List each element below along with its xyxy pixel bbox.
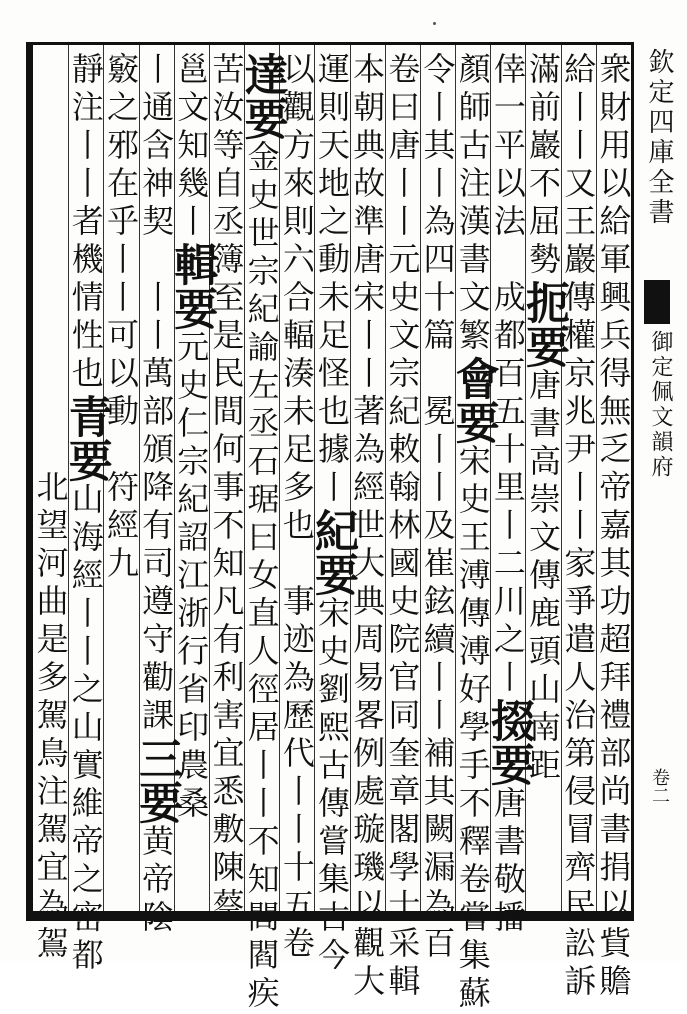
column-text: 符經九 — [101, 470, 140, 584]
column-text: 丨通含神契 — [137, 52, 176, 242]
text-column — [482, 52, 534, 938]
text-column — [307, 52, 358, 976]
book-title: 欽定四庫全書 — [644, 48, 674, 228]
column-text: 滿前巖不屈勢 — [524, 52, 563, 280]
column-text: 衆財用以給軍興兵得無乏帝嘉其功超拜禮部尚書捐以貲贍 — [594, 52, 633, 1002]
column-text: 黄帝陰 — [137, 824, 176, 938]
text-column — [559, 52, 598, 1002]
column-gap — [137, 242, 175, 280]
headword: 會要 — [447, 356, 499, 444]
column-text: 丨丨萬部頒降有司遵守勸課 — [137, 280, 176, 736]
column-text: 冕丨丨及崔鉉續丨丨補其闕漏為百 — [418, 394, 457, 964]
text-column — [594, 52, 633, 1002]
text-column — [383, 52, 422, 1002]
text-column — [131, 52, 183, 938]
text-column — [236, 52, 288, 1014]
column-text: 竅之邪在乎丨丨可以動 — [101, 52, 140, 432]
column-text: 事迹為歷代丨丨十五卷 — [277, 584, 316, 964]
column-text: 北望河曲是多駕鳥注駕宜為鴐 — [31, 470, 70, 964]
text-column — [103, 52, 139, 912]
column-text: 邕文知幾丨 — [172, 52, 211, 242]
column-text: 令丨其丨為四十篇 — [418, 52, 457, 356]
text-column — [60, 52, 112, 976]
column-text: 元史仁宗紀詔江浙行省印農桑 — [172, 330, 211, 824]
text-column — [277, 52, 316, 964]
column-text: 苦汝等自丞簿至是民間何事不知凡有利害宜悉敷陳蔡 — [207, 52, 246, 926]
headword: 青要 — [60, 394, 112, 482]
fish-tail-mark — [644, 280, 670, 324]
text-column — [348, 52, 387, 1002]
column-gap — [278, 546, 316, 584]
column-gap — [32, 52, 70, 470]
headword: 三要 — [131, 736, 183, 824]
text-column — [31, 52, 70, 964]
column-text: 倖一平以法 — [488, 52, 527, 242]
headword: 紀要 — [307, 508, 358, 596]
text-column — [447, 52, 499, 1014]
ink-speck — [433, 22, 436, 25]
column-text: 宋史王溥傳溥好學手不釋卷嘗集蘇 — [453, 444, 492, 1014]
column-text: 唐書敬播 — [488, 786, 527, 938]
text-column — [418, 52, 457, 964]
headword: 輯要 — [166, 242, 218, 330]
column-text: 以觀方來則六合輻湊未足多也 — [277, 52, 316, 546]
center-fold-margin — [638, 48, 678, 908]
column-gap — [489, 242, 527, 280]
column-text: 宋史劉熙古傳嘗集古今 — [313, 596, 351, 976]
headword: 達要 — [236, 52, 288, 140]
headword: 掇要 — [482, 698, 534, 786]
column-text: 給丨丨又王巖傳權京兆尹丨丨家爭遣人治第侵冒齊民訟訴 — [559, 52, 598, 1002]
column-text: 顏師古注漢書文繁 — [453, 52, 492, 356]
column-text: 運則天地之動未足怪也據丨 — [313, 52, 351, 508]
folio-label: 卷二 — [649, 768, 670, 804]
text-column — [207, 52, 246, 926]
column-text: 靜注丨丨者機情性也 — [66, 52, 105, 394]
column-text: 唐書高崇文傳鹿頭山南距 — [524, 368, 563, 786]
column-text: 本朝典故準唐宋丨丨著為經世大典周易畧例處璇璣以觀大 — [348, 52, 387, 1002]
column-text: 成都百五十里丨二川之丨 — [488, 280, 527, 698]
headword: 扼要 — [518, 280, 570, 368]
column-text: 山海經丨丨之山實維帝之密都 — [66, 482, 105, 976]
column-text: 卷曰唐丨丨元史文宗紀敕翰林國史院官同奎章閣學士采輯 — [383, 52, 422, 1002]
column-text: 金史世宗紀諭左丞石琚曰女直人徑居丨丨不知閭閻疾 — [242, 140, 281, 1014]
volume-title: 御定佩文韻府 — [648, 330, 673, 480]
column-gap — [419, 356, 457, 394]
